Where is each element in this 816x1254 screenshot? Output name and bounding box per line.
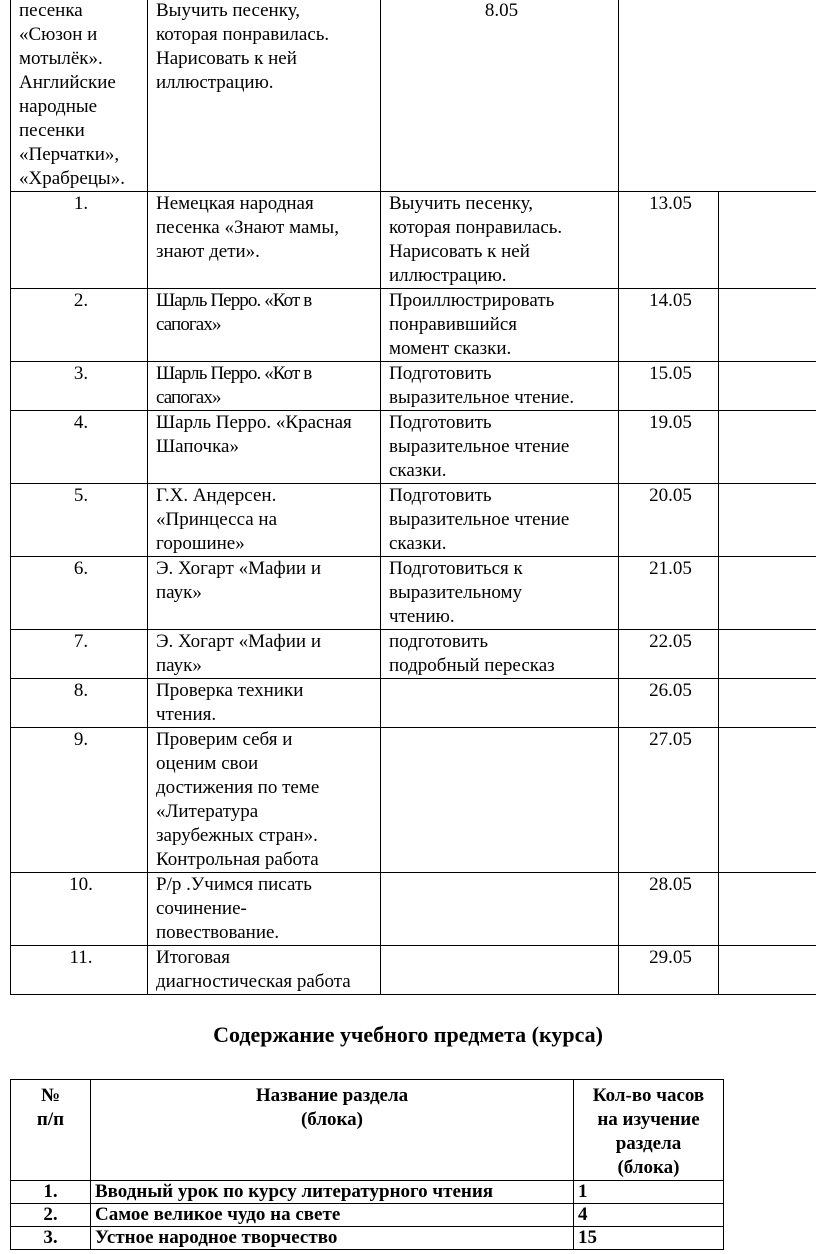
content-row-name: Устное народное творчество [91, 1227, 574, 1250]
homework-line: Проиллюстрировать [389, 290, 555, 311]
header-hours-line-1: Кол-во часов [592, 1085, 705, 1106]
homework-line: которая понравилась. [156, 24, 330, 45]
plan-row-homework [381, 484, 619, 557]
plan-row-homework [381, 289, 619, 362]
plan-row-date: 14.05 [619, 289, 719, 362]
homework-line: момент сказки. [389, 338, 512, 359]
header-hours-line-3: раздела [615, 1133, 682, 1154]
plan-row [11, 411, 816, 484]
topic-line: повествование. [156, 922, 280, 943]
topic-line: песенка «Знают мамы, [156, 217, 339, 238]
topic-line: песенка [19, 0, 83, 21]
plan-row-num: 3. [11, 362, 148, 411]
topic-line: Немецкая народная [156, 193, 314, 214]
plan-row [11, 557, 816, 630]
plan-row-extra [719, 484, 816, 557]
topic-line: мотылёк». [19, 48, 103, 69]
plan-row-date: 29.05 [619, 946, 719, 995]
topic-line: сапогах» [156, 314, 221, 335]
plan-row-homework [148, 0, 381, 192]
plan-row-extra [719, 873, 816, 946]
plan-row-date: 21.05 [619, 557, 719, 630]
topic-line: Проверим себя и [156, 729, 293, 750]
plan-row-homework [381, 630, 619, 679]
topic-line: Английские [19, 72, 116, 93]
topic-line: песенки [19, 120, 85, 141]
plan-row-extra [719, 192, 816, 289]
topic-line: знают дети». [156, 241, 260, 262]
topic-line: Шарль Перро. «Красная [156, 412, 352, 433]
homework-line: Подготовить [389, 363, 492, 384]
homework-line: Выучить песенку, [389, 193, 534, 214]
plan-row-extra [719, 946, 816, 995]
plan-row-topic [148, 728, 381, 873]
plan-row-topic [148, 946, 381, 995]
plan-row-date: 27.05 [619, 728, 719, 873]
header-section-name [91, 1080, 574, 1181]
homework-line: чтению. [389, 606, 455, 627]
plan-row [11, 289, 816, 362]
plan-row-date: 19.05 [619, 411, 719, 484]
plan-row-extra [719, 411, 816, 484]
plan-row [11, 362, 816, 411]
plan-row-date: 8.05 [381, 0, 619, 192]
plan-row-extra [719, 630, 816, 679]
homework-line: сказки. [389, 533, 447, 554]
homework-line: Подготовить [389, 485, 492, 506]
topic-line: «Литература [156, 801, 259, 822]
homework-line: выразительному [389, 582, 523, 603]
plan-row-topic [148, 411, 381, 484]
plan-row-homework [381, 728, 619, 873]
plan-row-homework [381, 192, 619, 289]
topic-line: «Перчатки», [19, 144, 120, 165]
plan-row-topic [148, 557, 381, 630]
plan-row [11, 946, 816, 995]
plan-row-extra [719, 679, 816, 728]
content-row [11, 1181, 724, 1204]
topic-line: Э. Хогарт «Мафии и [156, 631, 321, 652]
content-row-num: 2. [11, 1204, 91, 1227]
lesson-plan-table [10, 0, 816, 995]
plan-row [11, 192, 816, 289]
plan-row-topic [148, 630, 381, 679]
plan-row [11, 484, 816, 557]
topic-line: народные [19, 96, 98, 117]
homework-line: Подготовиться к [389, 558, 523, 579]
homework-line: подготовить [389, 631, 489, 652]
plan-row-num: 5. [11, 484, 148, 557]
plan-row-num: 11. [11, 946, 148, 995]
plan-row-date: 22.05 [619, 630, 719, 679]
plan-row [11, 728, 816, 873]
content-row-num: 1. [11, 1181, 91, 1204]
content-row [11, 1204, 724, 1227]
topic-line: Шапочка» [156, 436, 239, 457]
plan-row-extra [719, 557, 816, 630]
plan-row-extra [619, 0, 816, 192]
topic-line: «Храбрецы». [19, 168, 125, 189]
topic-line: сапогах» [156, 387, 221, 408]
plan-row-num: 1. [11, 192, 148, 289]
topic-line: паук» [156, 655, 202, 676]
topic-line: сочинение- [156, 898, 247, 919]
homework-line: сказки. [389, 460, 447, 481]
topic-line: достижения по теме [156, 777, 320, 798]
homework-line: выразительное чтение [389, 436, 570, 457]
plan-row-num: 6. [11, 557, 148, 630]
header-num-line-2: п/п [36, 1109, 65, 1130]
plan-row-topic [148, 679, 381, 728]
plan-row-date: 15.05 [619, 362, 719, 411]
topic-line: Шарль Перро. «Кот в [156, 290, 312, 311]
topic-line: Итоговая [156, 947, 230, 968]
plan-row-homework [381, 362, 619, 411]
topic-line: Р/р .Учимся писать [156, 874, 312, 895]
content-row-name: Вводный урок по курсу литературного чтения [91, 1181, 574, 1204]
header-name-line-1: Название раздела [255, 1085, 409, 1106]
plan-row-topic [148, 192, 381, 289]
plan-row-date: 26.05 [619, 679, 719, 728]
plan-row-topic [148, 873, 381, 946]
topic-line: «Принцесса на [156, 509, 278, 530]
topic-line: чтения. [156, 704, 217, 725]
plan-row-date: 13.05 [619, 192, 719, 289]
topic-line: Проверка техники [156, 680, 304, 701]
course-content-table [10, 1079, 724, 1250]
topic-line: оценим свои [156, 753, 259, 774]
header-num [11, 1080, 91, 1181]
plan-row-topic [11, 0, 148, 192]
plan-row-homework [381, 411, 619, 484]
homework-line: выразительное чтение. [389, 387, 575, 408]
lesson-plan-body [11, 0, 816, 995]
topic-line: диагностическая работа [156, 971, 351, 992]
plan-row-topic [148, 484, 381, 557]
homework-line: Подготовить [389, 412, 492, 433]
topic-line: Г.Х. Андерсен. [156, 485, 277, 506]
plan-row-num: 2. [11, 289, 148, 362]
plan-row-num: 10. [11, 873, 148, 946]
header-hours [574, 1080, 724, 1181]
plan-row-num: 9. [11, 728, 148, 873]
header-hours-line-2: на изучение [597, 1109, 700, 1130]
homework-line: понравившийся [389, 314, 518, 335]
content-row [11, 1227, 724, 1250]
plan-row-homework [381, 679, 619, 728]
plan-row-homework [381, 946, 619, 995]
plan-row-date: 20.05 [619, 484, 719, 557]
plan-row [11, 630, 816, 679]
section-title: Содержание учебного предмета (курса) [213, 1022, 603, 1047]
plan-row [11, 679, 816, 728]
plan-row-topic [148, 362, 381, 411]
topic-line: Э. Хогарт «Мафии и [156, 558, 321, 579]
homework-line: иллюстрацию. [156, 72, 274, 93]
topic-line: паук» [156, 582, 202, 603]
plan-row-topic [148, 289, 381, 362]
content-row-hours: 15 [574, 1227, 724, 1250]
homework-line: иллюстрацию. [389, 265, 507, 286]
content-row-hours: 4 [574, 1204, 724, 1227]
plan-row-num: 8. [11, 679, 148, 728]
topic-line: Шарль Перро. «Кот в [156, 363, 312, 384]
plan-row [11, 873, 816, 946]
plan-row-extra [719, 728, 816, 873]
homework-line: Выучить песенку, [156, 0, 301, 21]
homework-line: которая понравилась. [389, 217, 563, 238]
header-num-line-1: № [40, 1085, 61, 1106]
plan-row-date: 28.05 [619, 873, 719, 946]
header-hours-line-4: (блока) [617, 1157, 680, 1178]
plan-row-num: 7. [11, 630, 148, 679]
plan-row-extra [719, 289, 816, 362]
homework-line: выразительное чтение [389, 509, 570, 530]
homework-line: Нарисовать к ней [156, 48, 297, 69]
plan-row-num: 4. [11, 411, 148, 484]
homework-line: подробный пересказ [389, 655, 555, 676]
plan-row-homework [381, 873, 619, 946]
plan-row-homework [381, 557, 619, 630]
content-row-hours: 1 [574, 1181, 724, 1204]
content-header-row [11, 1080, 724, 1181]
topic-line: «Сюзон и [19, 24, 98, 45]
homework-line: Нарисовать к ней [389, 241, 530, 262]
plan-row [11, 0, 816, 192]
topic-line: зарубежных стран». [156, 825, 318, 846]
content-row-num: 3. [11, 1227, 91, 1250]
topic-line: Контрольная работа [156, 849, 319, 870]
header-name-line-2: (блока) [300, 1109, 363, 1130]
plan-row-extra [719, 362, 816, 411]
topic-line: горошине» [156, 533, 245, 554]
content-row-name: Самое великое чудо на свете [91, 1204, 574, 1227]
